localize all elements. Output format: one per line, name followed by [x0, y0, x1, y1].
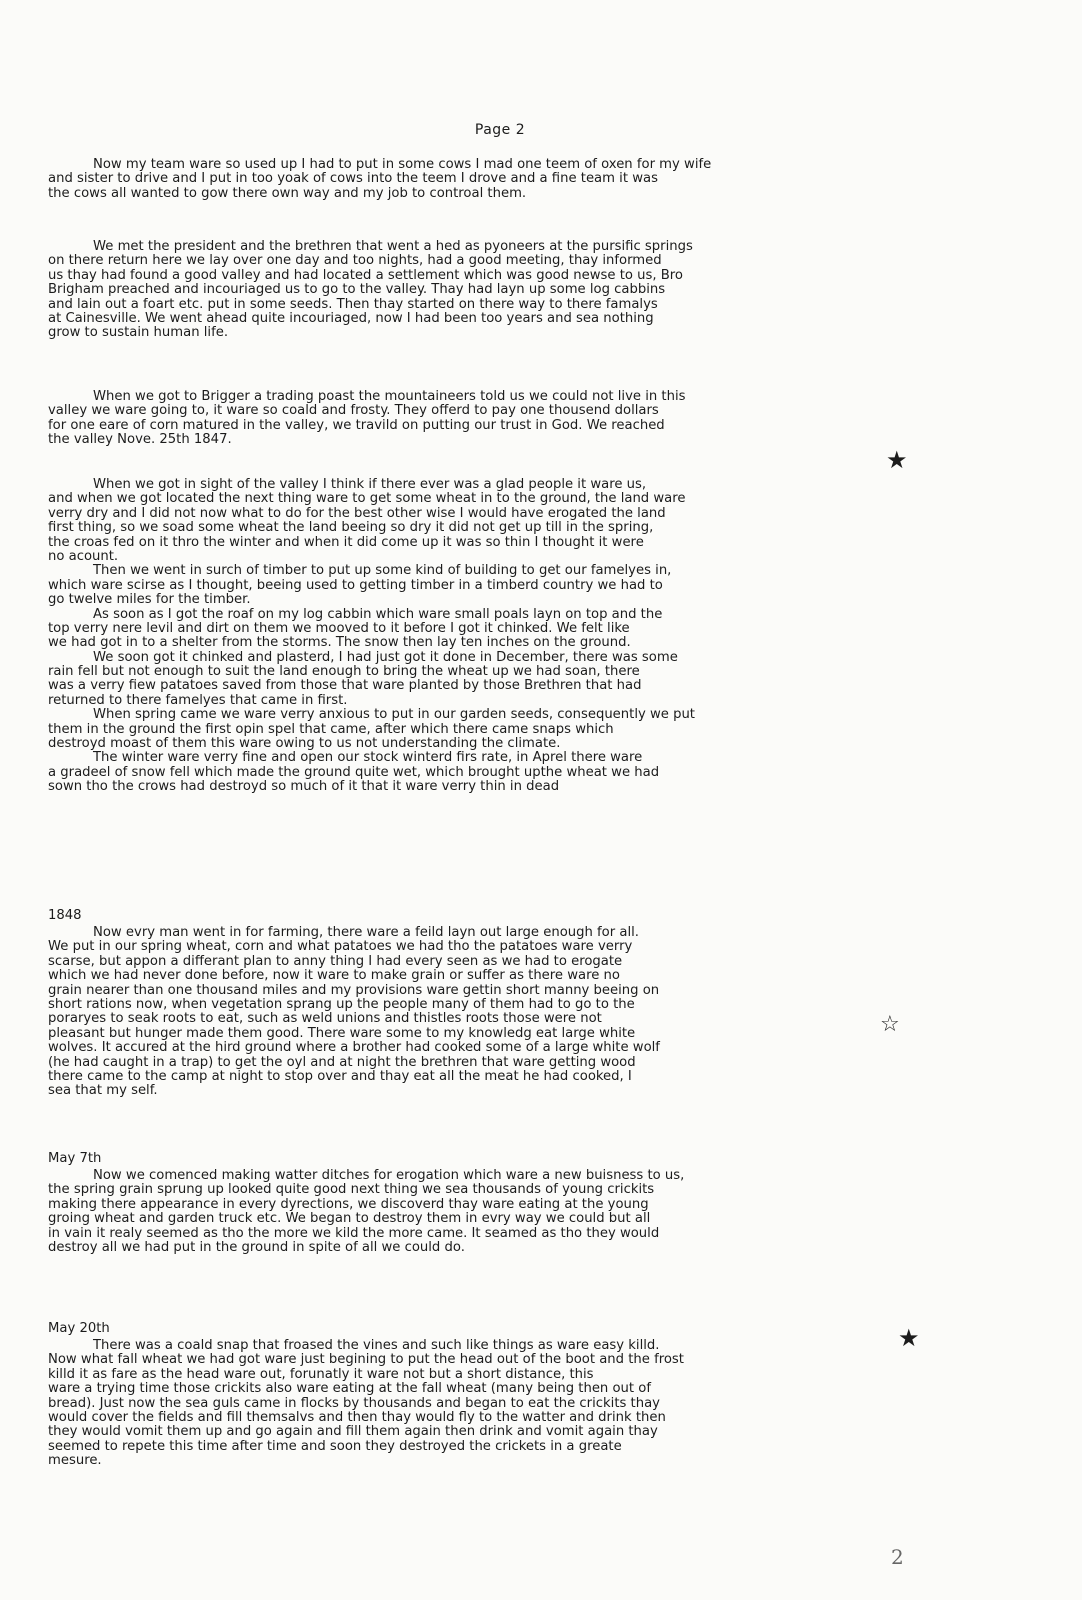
text-line: pleasant but hunger made them good. There ware some to my knowledg eat large white	[48, 1025, 636, 1041]
text-line: groing wheat and garden truck etc. We began to destroy them in evry way we could but all	[48, 1211, 651, 1227]
text-line: a gradeel of snow fell which made the ground quite wet, which brought upthe wheat we had	[48, 764, 660, 780]
text-line: The winter ware verry fine and open our stock winterd firs rate, in Aprel there ware	[93, 750, 643, 766]
text-line: go twelve miles for the timber.	[48, 592, 251, 608]
text-line: and when we got located the next thing ware to get some wheat in to the ground, the land ware	[48, 491, 686, 507]
text-line: Now what fall wheat we had got ware just begining to put the head out of the boot and the frost	[48, 1352, 684, 1368]
text-line: the spring grain sprung up looked quite good next thing we sea thousands of young crickits	[48, 1182, 655, 1198]
text-line: the croas fed on it thro the winter and when it did come up it was so thin I thought it were	[48, 534, 644, 550]
text-line: Brigham preached and incouriaged us to go to the valley. Thay had layn up some log cabbins	[48, 282, 666, 298]
section-body	[48, 1339, 918, 1469]
text-line: them in the ground the first opin spel that came, after which there came snaps which	[48, 721, 614, 737]
section-1848	[48, 906, 918, 1099]
text-line: returned to there famelyes that came in first.	[48, 692, 348, 708]
text-line: first thing, so we soad some wheat the land beeing so dry it did not get up till in the spring,	[48, 520, 654, 536]
text-line: Now my team ware so used up I had to put in some cows I mad one teem of oxen for my wife	[93, 157, 712, 172]
text-line: at Cainesville. We went ahead quite incouriaged, now I had been too years and sea nothing	[48, 310, 654, 326]
text-line: When we got to Brigger a trading poast the mountaineers told us we could not live in this	[93, 389, 686, 404]
text-line: making there appearance in every dyrections, we discoverd thay ware eating at the young	[48, 1196, 649, 1212]
text-line: When we got in sight of the valley I think if there ever was a glad people it ware us,	[93, 477, 647, 492]
text-line: top verry nere levil and dirt on them we mooved to it before I got it chinked. We felt like	[48, 620, 630, 636]
text-line: We met the president and the brethren that went a hed as pyoneers at the pursific springs	[93, 239, 693, 254]
text-line: would cover the fields and fill themsalvs and then thay would fly to the watter and drink then	[48, 1409, 666, 1425]
text-line: valley we ware going to, it ware so coald and frosty. They offerd to pay one thousend dollars	[48, 403, 659, 419]
text-line: wolves. It accured at the hird ground where a brother had cooked some of a large white wolf	[48, 1040, 660, 1056]
text-line: we had got in to a shelter from the storms. The snow then lay ten inches on the ground.	[48, 635, 631, 651]
text-line: and sister to drive and I put in too yoak of cows into the teem I drove and a fine team it was	[48, 171, 658, 187]
text-line: there came to the camp at night to stop over and thay eat all the meat he had cooked, I	[48, 1068, 632, 1084]
text-line: Now evry man went in for farming, there ware a feild layn out large enough for all.	[93, 925, 639, 940]
text-line: mesure.	[48, 1453, 102, 1469]
section-may-20th	[48, 1319, 918, 1469]
text-line: grain nearer than one thousand miles and my provisions ware gettin short manny beeing on	[48, 982, 660, 998]
text-line: they would vomit them up and go again and fill them again then drink and vomit again thay	[48, 1424, 658, 1440]
text-line: There was a coald snap that froased the vines and such like things as ware easy killd.	[93, 1338, 660, 1353]
star-icon: ★	[898, 1324, 920, 1352]
text-line: killd it as fare as the head ware out, forunatly it ware not but a short distance, this	[48, 1366, 594, 1382]
text-line: the cows all wanted to gow there own way and my job to controal them.	[48, 185, 527, 201]
paragraph-1	[48, 158, 918, 201]
text-line: Then we went in surch of timber to put up some kind of building to get our famelyes in,	[93, 563, 672, 579]
text-line: scarse, but appon a differant plan to anny thing I had every seen as we had to erogate	[48, 953, 623, 969]
text-line: sea that my self.	[48, 1083, 158, 1099]
text-line: poraryes to seak roots to eat, such as weld unions and thistles roots those were not	[48, 1011, 602, 1027]
text-line: As soon as I got the roaf on my log cabbin which ware small poals layn on top and the	[93, 606, 663, 622]
text-line: short rations now, when vegetation sprang up the people many of them had to go to the	[48, 996, 635, 1012]
text-line: which we had never done before, now it ware to make grain or suffer as there ware no	[48, 968, 620, 984]
text-line: and lain out a foart etc. put in some seeds. Then thay started on there way to there famalys	[48, 296, 658, 312]
paragraph-4	[48, 478, 918, 795]
text-line: sown tho the crows had destroyd so much of it that it ware verry thin in dead	[48, 779, 560, 795]
star-outline-icon: ☆	[880, 1012, 900, 1037]
paragraph-2	[48, 240, 918, 341]
text-line: grow to sustain human life.	[48, 325, 229, 341]
text-line: was a verry fiew patatoes saved from those that ware planted by those Brethren that had	[48, 678, 642, 694]
text-line: We put in our spring wheat, corn and what patatoes we had tho the patatoes ware verry	[48, 939, 633, 955]
text-line: We soon got it chinked and plasterd, I had just got it done in December, there was some	[93, 649, 678, 665]
text-line: ware a trying time those crickits also ware eating at the fall wheat (many being then out of	[48, 1381, 651, 1397]
section-label: May 7th	[48, 1151, 102, 1166]
text-line: for one eare of corn matured in the valley, we travild on putting our trust in God. We reached	[48, 417, 665, 433]
text-line: on there return here we lay over one day and too nights, had a good meeting, thay informed	[48, 253, 662, 269]
text-line: destroyd moast of them this ware owing to us not understanding the climate.	[48, 736, 561, 752]
text-line: which ware scirse as I thought, beeing used to getting timber in a timberd country we had to	[48, 577, 663, 593]
paragraph-3	[48, 390, 918, 448]
text-line: in vain it realy seemed as tho the more we kild the more came. It seamed as tho they would	[48, 1225, 660, 1241]
section-label: May 20th	[48, 1321, 110, 1336]
section-body	[48, 1169, 918, 1255]
page-number: 2	[891, 1545, 904, 1569]
text-line: destroy all we had put in the ground in spite of all we could do.	[48, 1239, 465, 1255]
text-line: Now we comenced making watter ditches for erogation which ware a new buisness to us,	[93, 1168, 685, 1183]
text-line: seemed to repete this time after time and soon they destroyed the crickets in a greate	[48, 1438, 622, 1454]
star-icon: ★	[886, 446, 908, 474]
section-may-7th	[48, 1149, 918, 1255]
section-label: 1848	[48, 908, 82, 923]
page-title: Page 2	[474, 122, 526, 138]
text-line: the valley Nove. 25th 1847.	[48, 432, 232, 448]
section-body	[48, 926, 918, 1099]
text-line: no acount.	[48, 548, 119, 564]
text-line: us thay had found a good valley and had located a settlement which was good newse to us, Bro	[48, 267, 683, 283]
text-line: (he had caught in a trap) to get the oyl and at night the brethren that ware getting wood	[48, 1054, 636, 1070]
text-line: verry dry and I did not now what to do for the best other wise I would have erogated the land	[48, 505, 666, 521]
text-line: When spring came we ware verry anxious to put in our garden seeds, consequently we put	[93, 707, 695, 723]
text-line: bread). Just now the sea guls came in flocks by thousands and began to eat the crickits thay	[48, 1395, 660, 1411]
text-line: rain fell but not enough to suit the land enough to bring the wheat up we had soan, there	[48, 664, 640, 680]
